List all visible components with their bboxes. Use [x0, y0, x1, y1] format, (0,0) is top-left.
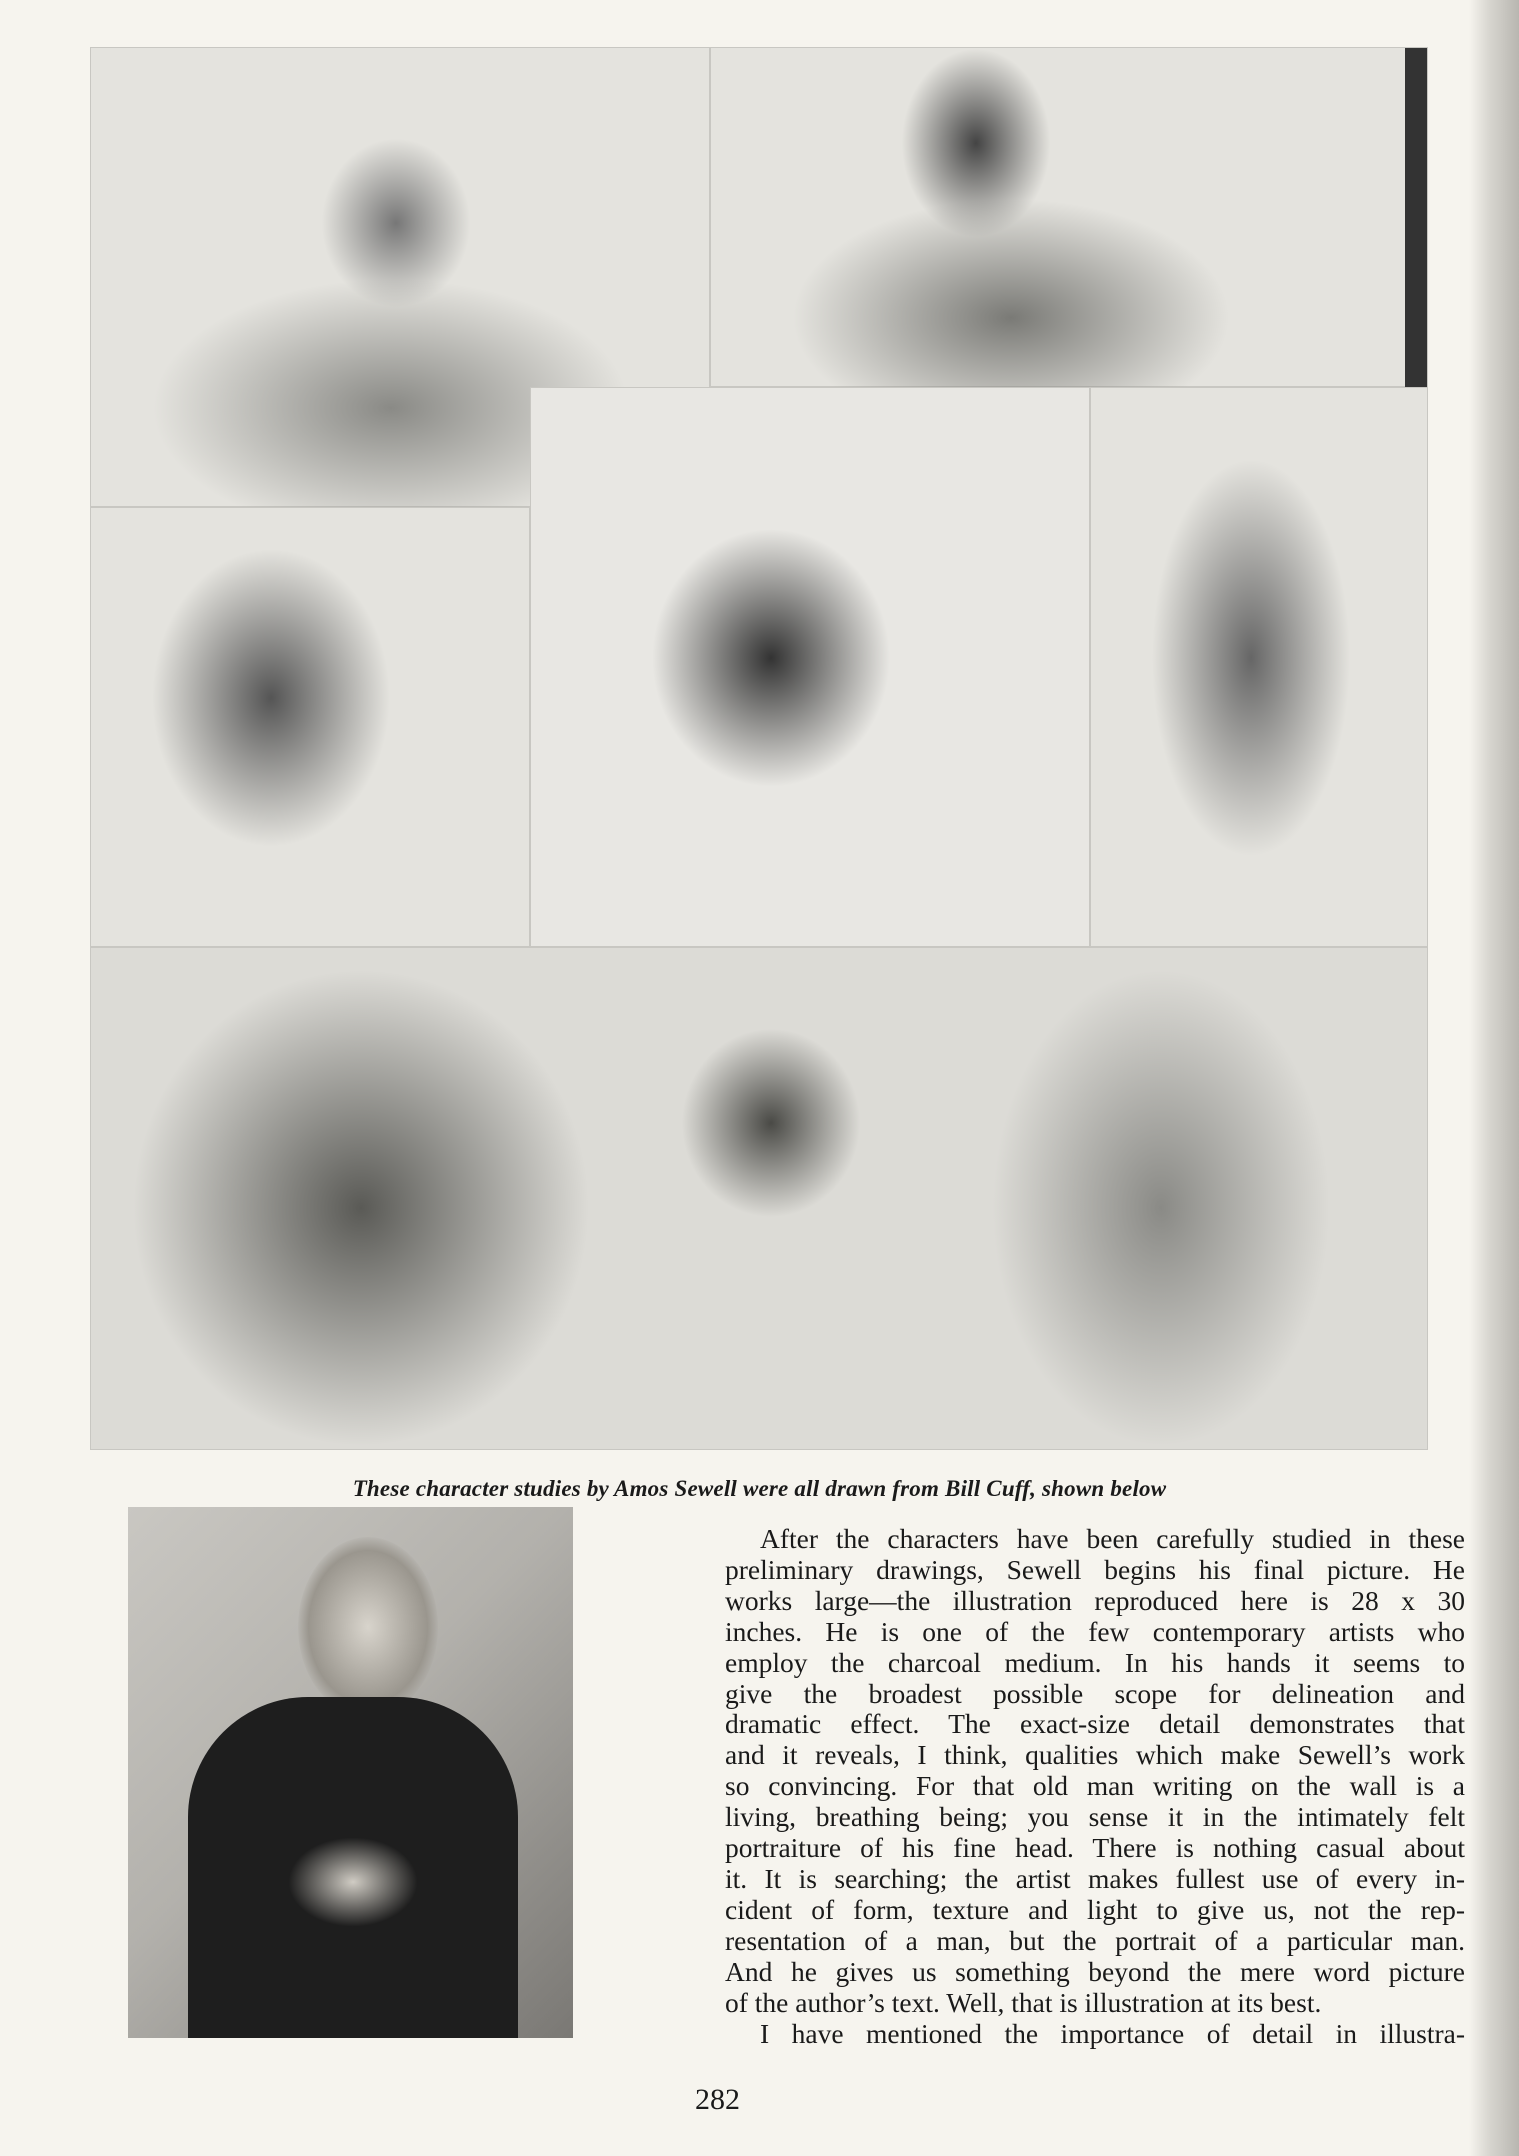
page-number: 282	[695, 2083, 740, 2116]
figure-caption: These character studies by Amos Sewell were all drawn from Bill Cuff, shown below	[352, 1476, 1167, 1501]
character-studies-figure	[90, 47, 1428, 1450]
body-line: portraiture of his fine head. There is nothing casual about	[725, 1832, 1465, 1864]
sketch-man-with-pipe	[1090, 387, 1428, 947]
photo-bill-cuff	[128, 1507, 573, 2038]
body-line: After the characters have been carefully studied in these	[760, 1523, 1465, 1554]
body-line: works large—the illustration reproduced here is 28 x 30	[725, 1584, 1465, 1616]
body-line: inches. He is one of the few contemporary artists who	[725, 1615, 1465, 1647]
body-line: of the author’s text. Well, that is illustration at its best.	[725, 1986, 1322, 2018]
sketch-bearded-man-apron	[710, 47, 1428, 387]
body-line: it. It is searching; the artist makes fullest use of every in-	[725, 1862, 1465, 1894]
body-line: cident of form, texture and light to give us, not the rep-	[725, 1893, 1465, 1925]
body-line: preliminary drawings, Sewell begins his final picture. He	[725, 1553, 1465, 1585]
sketch-old-bearded-man	[90, 507, 530, 947]
body-line: resentation of a man, but the portrait of a particular man.	[725, 1924, 1465, 1956]
body-text	[725, 1524, 1465, 2049]
body-line: employ the charcoal medium. In his hands it seems to	[725, 1646, 1465, 1678]
page-edge-shadow	[1469, 0, 1519, 2156]
body-line: living, breathing being; you sense it in the intimately felt	[725, 1801, 1465, 1833]
sketch-bottom-row	[90, 947, 1428, 1450]
body-line: and it reveals, I think, qualities which make Sewell’s work	[725, 1739, 1465, 1771]
body-line: I have mentioned the importance of detail in illustra-	[760, 2017, 1465, 2049]
body-line: so convincing. For that old man writing on the wall is a	[725, 1770, 1465, 1802]
body-line: give the broadest possible scope for delineation and	[725, 1677, 1465, 1709]
body-line: dramatic effect. The exact-size detail demonstrates that	[725, 1708, 1465, 1740]
sketch-old-man-head	[530, 387, 1090, 947]
body-line: And he gives us something beyond the mere word picture	[725, 1955, 1465, 1987]
